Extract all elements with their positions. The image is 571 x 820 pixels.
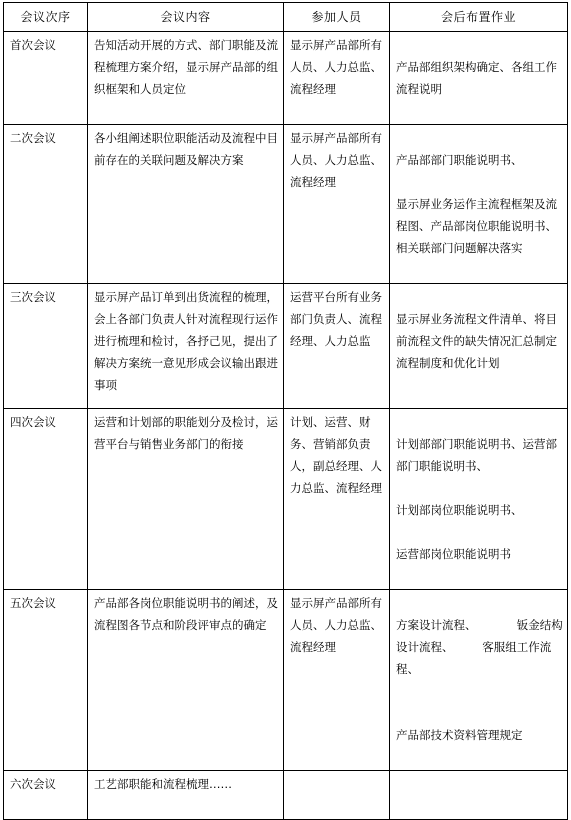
meeting-content-cell: 工艺部职能和流程梳理…… — [88, 771, 284, 820]
header-meeting-content: 会议内容 — [88, 3, 284, 32]
homework-item: 计划部部门职能说明书、运营部部门职能说明书、 — [396, 437, 557, 473]
homework-cell — [390, 771, 568, 820]
header-participants: 参加人员 — [284, 3, 390, 32]
header-meeting-order: 会议次序 — [4, 3, 88, 32]
homework-cell — [390, 590, 568, 771]
homework-cell — [390, 125, 568, 284]
meeting-order-cell: 六次会议 — [4, 771, 88, 820]
homework-item: 产品部技术资料管理规定 — [396, 728, 523, 742]
table-row — [4, 32, 568, 125]
meeting-content-cell: 产品部各岗位职能说明书的阐述，及流程图各节点和阶段评审点的确定 — [88, 590, 284, 771]
homework-item: 运营部岗位职能说明书 — [396, 547, 511, 561]
meeting-order-cell: 三次会议 — [4, 284, 88, 409]
homework-item: 显示屏业务运作主流程框架及流程图、产品部岗位职能说明书、相关联部门问题解决落实 — [396, 197, 557, 255]
participants-cell: 显示屏产品部所有人员、人力总监、流程经理 — [284, 32, 390, 125]
meeting-schedule-table — [3, 2, 568, 820]
homework-cell — [390, 284, 568, 409]
meeting-content-cell: 各小组阐述职位职能活动及流程中目前存在的关联问题及解决方案 — [88, 125, 284, 284]
meeting-order-cell: 五次会议 — [4, 590, 88, 771]
table-row — [4, 409, 568, 590]
participants-cell: 计划、运营、财务、营销部负责人，副总经理、人力总监、流程经理 — [284, 409, 390, 590]
meeting-order-cell: 二次会议 — [4, 125, 88, 284]
table-row — [4, 284, 568, 409]
homework-cell — [390, 409, 568, 590]
table-header-row — [4, 3, 568, 32]
meeting-content-cell: 告知活动开展的方式、部门职能及流程梳理方案介绍，显示屏产品部的组织框架和人员定位 — [88, 32, 284, 125]
homework-item: 计划部岗位职能说明书、 — [396, 503, 523, 517]
header-post-meeting-homework: 会后布置作业 — [390, 3, 568, 32]
meeting-order-cell: 首次会议 — [4, 32, 88, 125]
homework-item: 显示屏业务流程文件清单、将目前流程文件的缺失情况汇总制定流程制度和优化计划 — [396, 312, 557, 370]
meeting-content-cell: 运营和计划部的职能划分及检讨，运营平台与销售业务部门的衔接 — [88, 409, 284, 590]
table-row — [4, 590, 568, 771]
meeting-order-cell: 四次会议 — [4, 409, 88, 590]
homework-item: 产品部部门职能说明书、 — [396, 153, 523, 167]
table-row — [4, 125, 568, 284]
participants-cell — [284, 771, 390, 820]
participants-cell: 显示屏产品部所有人员、人力总监、流程经理 — [284, 125, 390, 284]
meeting-content-cell: 显示屏产品订单到出货流程的梳理，会上各部门负责人针对流程现行运作进行梳理和检讨，各抒己见，提出了解决方案统一意见形成会议输出跟进事项 — [88, 284, 284, 409]
participants-cell: 运营平台所有业务部门负责人、流程经理、人力总监 — [284, 284, 390, 409]
homework-item: 产品部组织架构确定、各组工作流程说明 — [396, 60, 557, 96]
participants-cell: 显示屏产品部所有人员、人力总监、流程经理 — [284, 590, 390, 771]
homework-cell — [390, 32, 568, 125]
homework-item: 方案设计流程、 钣金结构设计流程、 客服组工作流程、 — [396, 618, 563, 676]
table-row — [4, 771, 568, 820]
